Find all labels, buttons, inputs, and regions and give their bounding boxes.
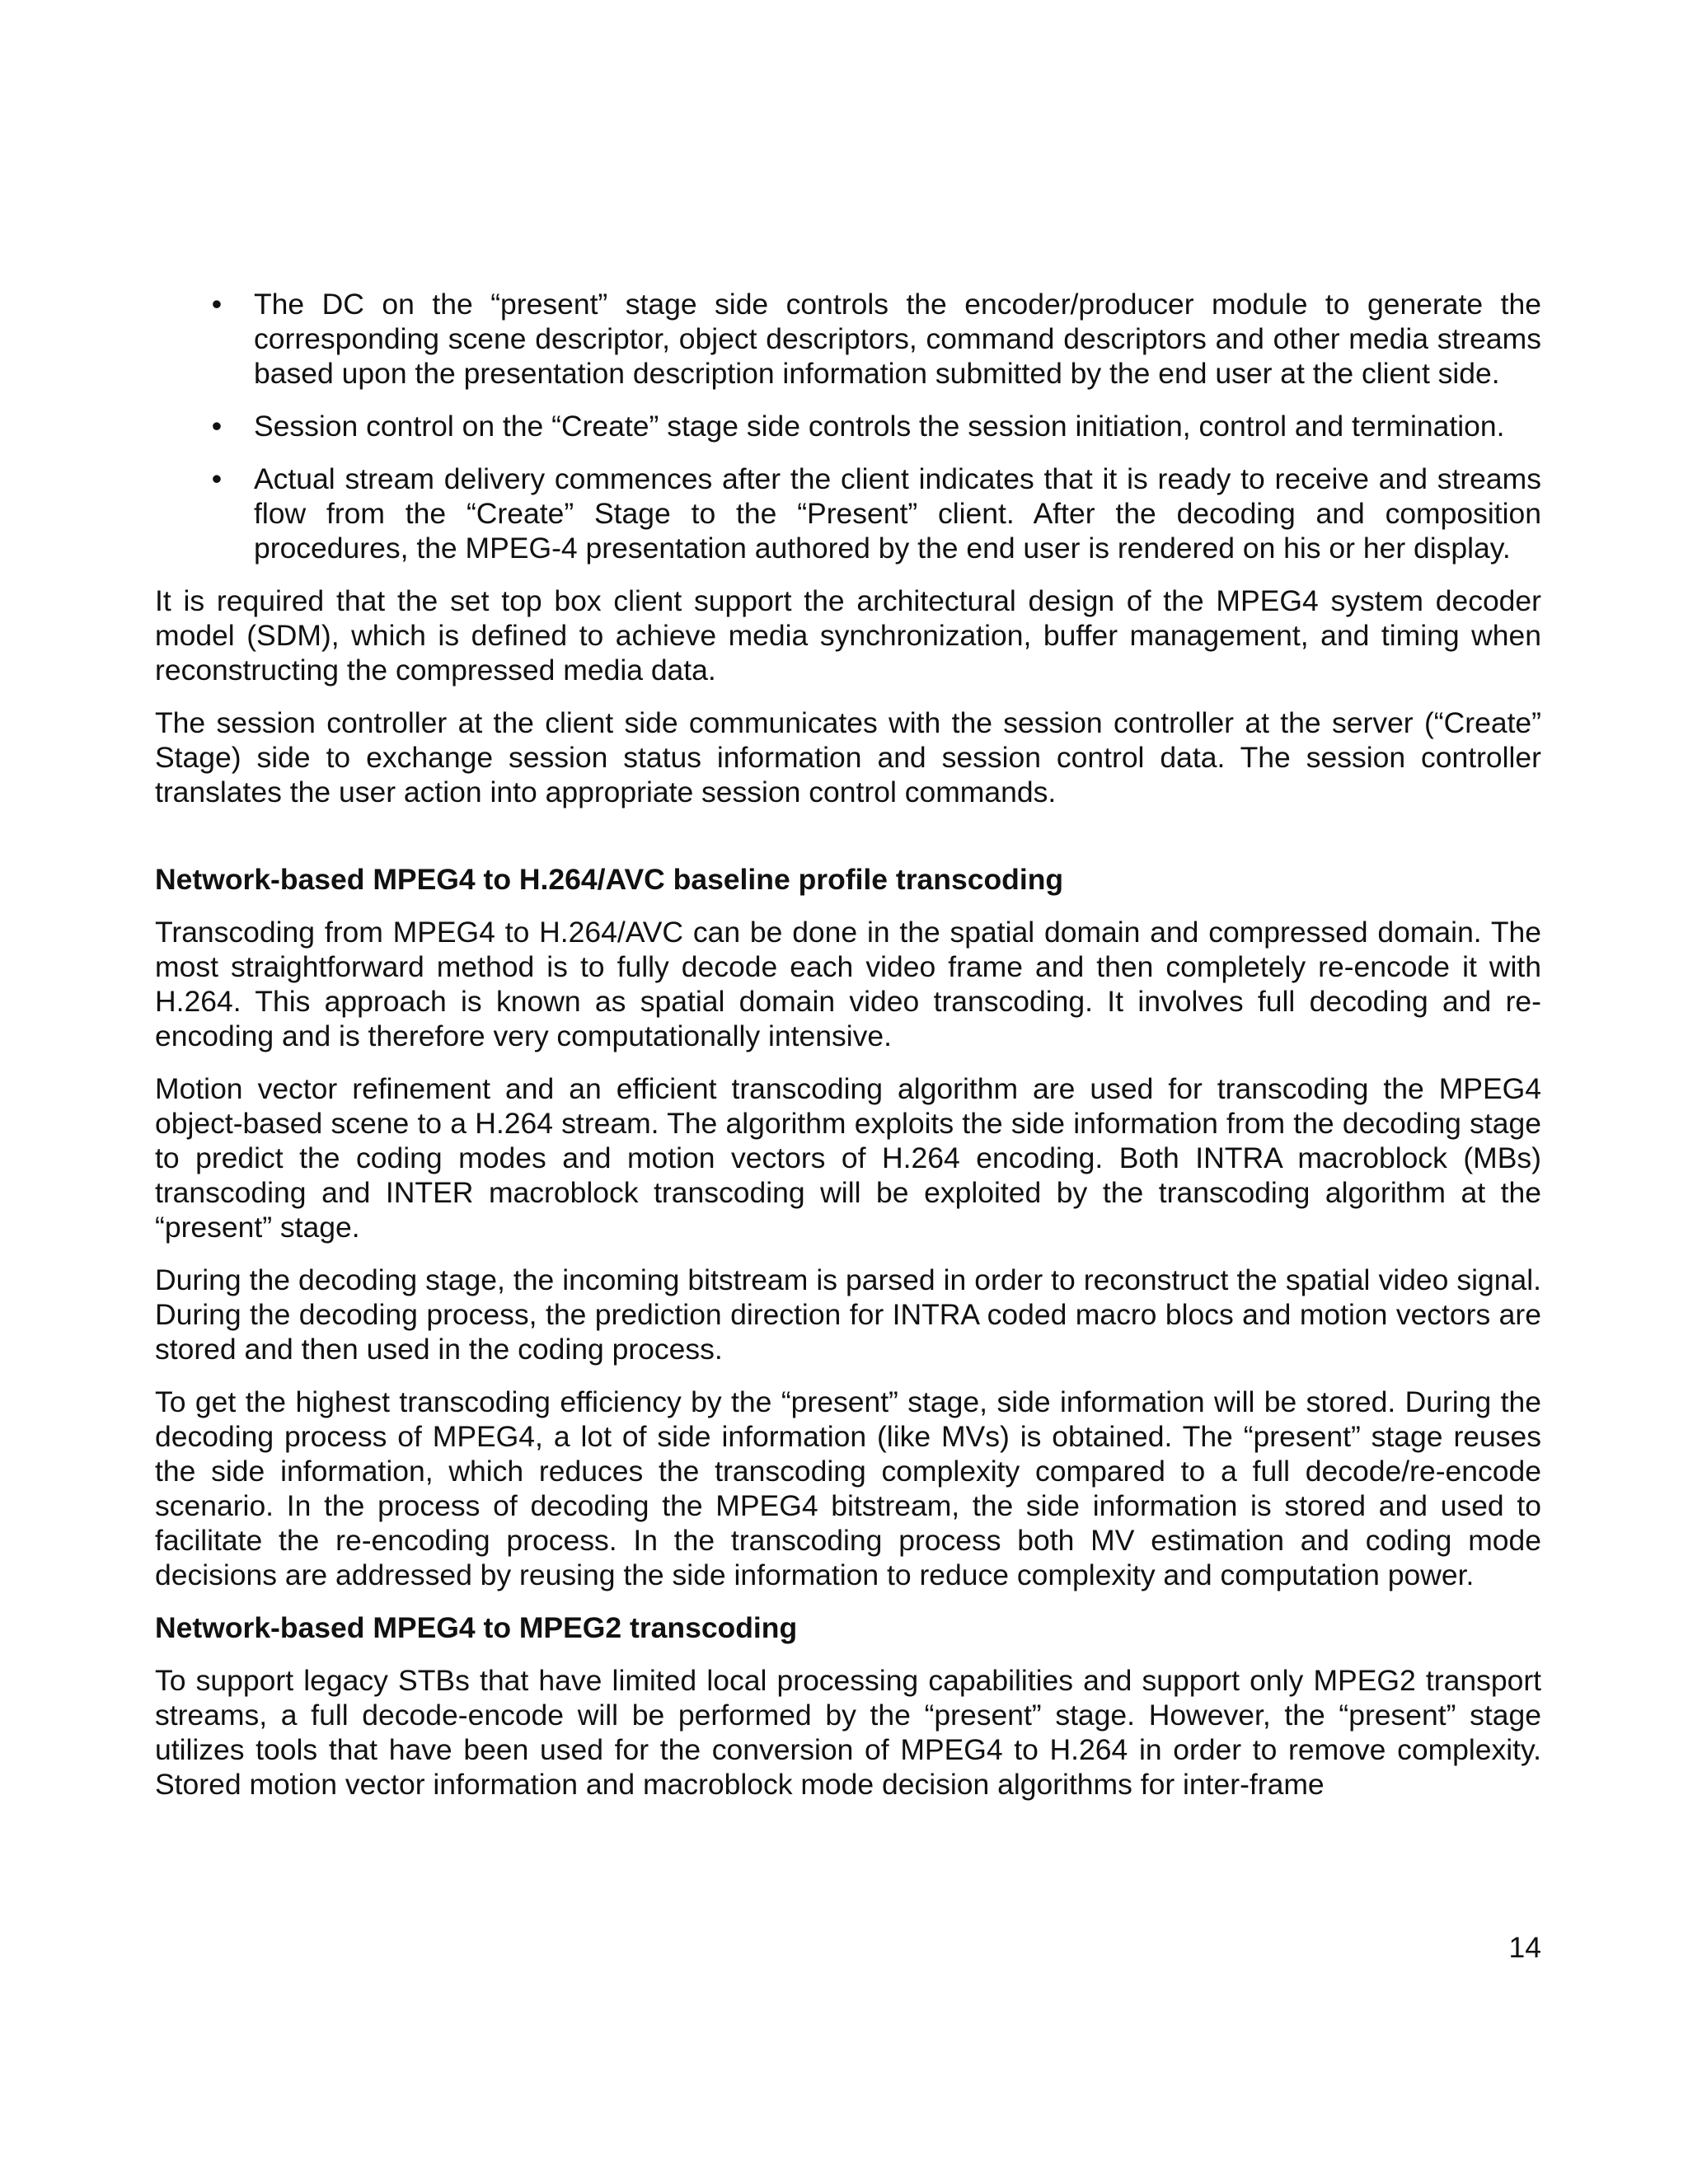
bullet-text: The DC on the “present” stage side controls the encoder/producer module to generate the corresponding scene descriptor, object descriptors, command descriptors and other media streams based upon the presentation description information submitted by the end user at the client side.	[254, 288, 1541, 390]
paragraph-h264-side-info: To get the highest transcoding efficiency by the “present” stage, side information will be stored. During the decoding process of MPEG4, a lot of side information (like MVs) is obtained. The “present” stage reuses the side information, which reduces the transcoding complexity compared to a full decode/re-encode scenario. In the process of decoding the MPEG4 bitstream, the side information is stored and used to facilitate the re-encoding process. In the transcoding process both MV estimation and coding mode decisions are addressed by reusing the side information to reduce complexity and computation power.	[155, 1385, 1541, 1591]
paragraph-h264-decoding: During the decoding stage, the incoming bitstream is parsed in order to reconstruct the spatial video signal. During the decoding process, the prediction direction for INTRA coded macro blocs and motion vectors are stored and then used in the coding process.	[155, 1263, 1541, 1366]
document-page	[155, 287, 1541, 1820]
section-heading-h264: Network-based MPEG4 to H.264/AVC baseline profile transcoding	[155, 863, 1064, 896]
bullet-text: Actual stream delivery commences after the client indicates that it is ready to receive and streams flow from the “Create” Stage to the “Present” client. After the decoding and composition procedures, the MPEG-4 presentation authored by the end user is rendered on his or her display.	[254, 462, 1541, 565]
bullet-item	[155, 287, 1541, 391]
bullet-text: Session control on the “Create” stage side controls the session initiation, control and termination.	[254, 410, 1505, 443]
bullet-icon: •	[211, 410, 223, 443]
page-number: 14	[1508, 1931, 1541, 1964]
bullet-list	[155, 287, 1541, 565]
paragraph-h264-spatial: Transcoding from MPEG4 to H.264/AVC can be done in the spatial domain and compressed domain. The most straightforward method is to fully decode each video frame and then completely re-encode it with H.264. This approach is known as spatial domain video transcoding. It involves full decoding and re-encoding and is therefore very computationally intensive.	[155, 916, 1541, 1052]
bullet-icon: •	[211, 462, 223, 495]
bullet-icon: •	[211, 288, 223, 321]
paragraph-h264-motion-vector: Motion vector refinement and an efficient transcoding algorithm are used for transcoding the MPEG4 object-based scene to a H.264 stream. The algorithm exploits the side information from the decoding stage to predict the coding modes and motion vectors of H.264 encoding. Both INTRA macroblock (MBs) transcoding and INTER macroblock transcoding will be exploited by the transcoding algorithm at the “present” stage.	[155, 1072, 1541, 1244]
paragraph-mpeg2-legacy: To support legacy STBs that have limited local processing capabilities and support only MPEG2 transport streams, a full decode-encode will be performed by the “present” stage. However, the “present” stage utilizes tools that have been used for the conversion of MPEG4 to H.264 in order to remove complexity. Stored motion vector information and macroblock mode decision algorithms for inter-frame	[155, 1664, 1541, 1801]
paragraph-sdm: It is required that the set top box client support the architectural design of the MPEG4 system decoder model (SDM), which is defined to achieve media synchronization, buffer management, and timing when reconstructing the compressed media data.	[155, 584, 1541, 687]
bullet-item	[155, 462, 1541, 565]
section-heading-mpeg2: Network-based MPEG4 to MPEG2 transcoding	[155, 1611, 798, 1644]
bullet-item	[155, 409, 1541, 443]
paragraph-session-controller: The session controller at the client side communicates with the session controller at the server (“Create” Stage) side to exchange session status information and session control data. The session controller translates the user action into appropriate session control commands.	[155, 706, 1541, 808]
